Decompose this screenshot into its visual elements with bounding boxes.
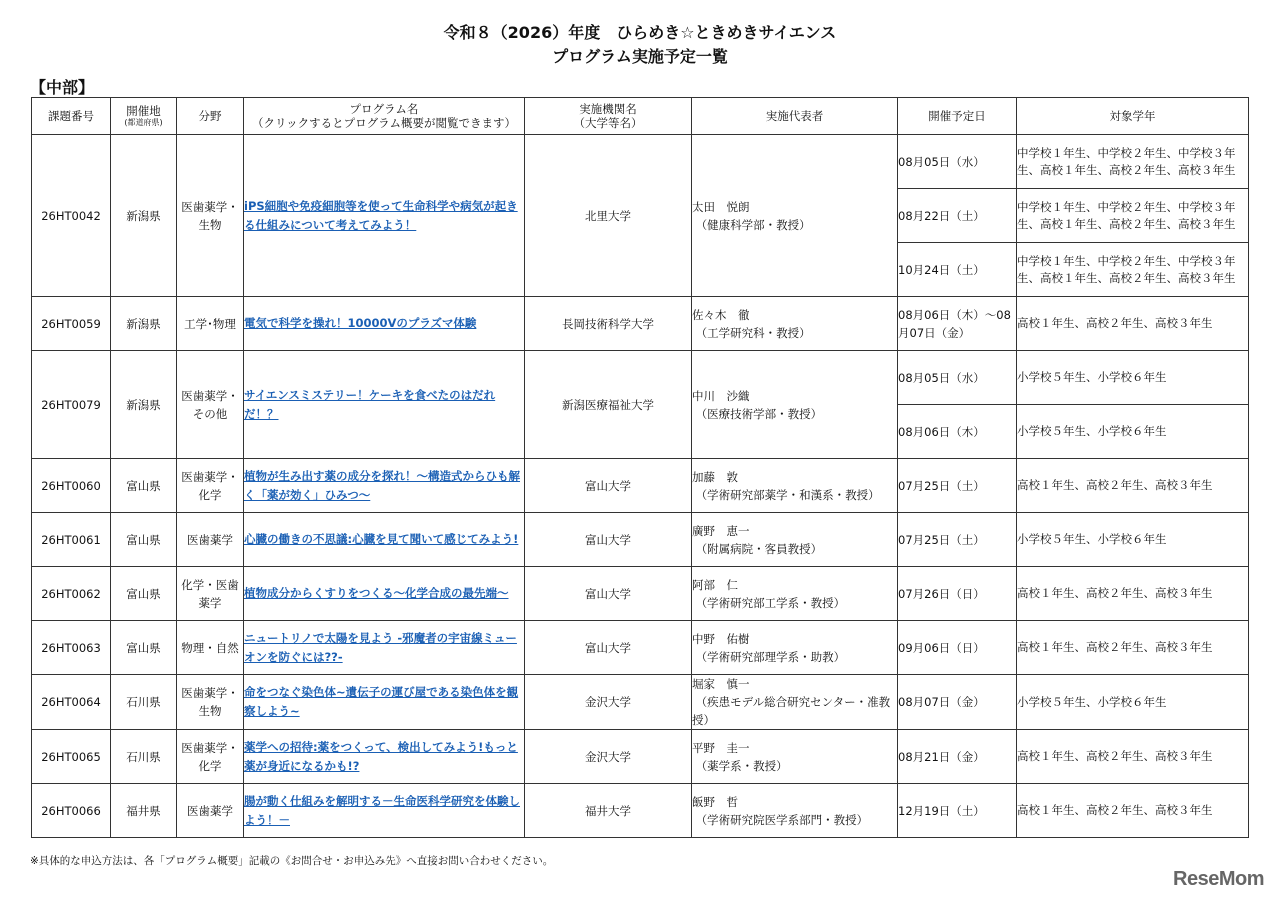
cell-program: [244, 675, 525, 730]
cell-inst: 新潟医療福祉大学: [525, 351, 692, 459]
table-row: [32, 784, 1249, 838]
cell-inst: 富山大学: [525, 513, 692, 567]
cell-code: 26HT0064: [32, 675, 111, 730]
cell-pref: 富山県: [111, 567, 177, 621]
header-pref: 開催地 (都道府県): [111, 98, 177, 135]
cell-date: 08月22日（土）: [898, 189, 1017, 243]
header-code: 課題番号: [32, 98, 111, 135]
program-link[interactable]: 腸が動く仕組みを解明する－生命医科学研究を体験しよう！－: [244, 793, 520, 827]
cell-date: 07月26日（日）: [898, 567, 1017, 621]
table-row: [32, 351, 1249, 405]
cell-program: [244, 351, 525, 459]
header-field: 分野: [177, 98, 244, 135]
program-link[interactable]: iPS細胞や免疫細胞等を使って生命科学や病気が起きる仕組みについて考えてみよう！: [244, 198, 518, 232]
header-grade: 対象学年: [1017, 98, 1249, 135]
table-row: [32, 730, 1249, 784]
cell-inst: 福井大学: [525, 784, 692, 838]
cell-date: 07月25日（土）: [898, 459, 1017, 513]
cell-date: 08月05日（水）: [898, 351, 1017, 405]
header-date: 開催予定日: [898, 98, 1017, 135]
header-program: プログラム名 （クリックするとプログラム概要が閲覧できます）: [244, 98, 525, 135]
cell-code: 26HT0065: [32, 730, 111, 784]
cell-grade: 高校１年生、高校２年生、高校３年生: [1017, 567, 1249, 621]
document-title: 令和８（2026）年度 ひらめき☆ときめきサイエンス: [443, 23, 837, 42]
cell-program: [244, 730, 525, 784]
cell-date: 08月06日（木）～08月07日（金）: [898, 297, 1017, 351]
cell-rep: 阿部 仁 （学術研究部工学系・教授）: [692, 567, 898, 621]
table-row: [32, 621, 1249, 675]
cell-program: [244, 513, 525, 567]
cell-grade: 高校１年生、高校２年生、高校３年生: [1017, 730, 1249, 784]
cell-program: [244, 459, 525, 513]
cell-rep: 中川 沙織 （医療技術学部・教授）: [692, 351, 898, 459]
cell-inst: 富山大学: [525, 567, 692, 621]
cell-inst: 富山大学: [525, 459, 692, 513]
cell-grade: 中学校１年生、中学校２年生、中学校３年生、高校１年生、高校２年生、高校３年生: [1017, 189, 1249, 243]
cell-code: 26HT0066: [32, 784, 111, 838]
cell-pref: 富山県: [111, 513, 177, 567]
program-link[interactable]: サイエンスミステリー！ケーキを食べたのはだれだ！？: [244, 387, 496, 421]
cell-pref: 石川県: [111, 730, 177, 784]
cell-rep: 飯野 哲 （学術研究院医学系部門・教授）: [692, 784, 898, 838]
program-link[interactable]: 電気で科学を操れ！10000Vのプラズマ体験: [244, 316, 477, 330]
program-link[interactable]: 心臓の働きの不思議:心臓を見て聞いて感じてみよう!: [244, 532, 519, 546]
cell-field: 医歯薬学: [177, 784, 244, 838]
program-table: [31, 97, 1249, 838]
cell-program: [244, 297, 525, 351]
program-link[interactable]: 植物成分からくすりをつくる～化学合成の最先端～: [244, 586, 509, 600]
header-rep: 実施代表者: [692, 98, 898, 135]
cell-date: 07月25日（土）: [898, 513, 1017, 567]
table-row: [32, 675, 1249, 730]
cell-grade: 中学校１年生、中学校２年生、中学校３年生、高校１年生、高校２年生、高校３年生: [1017, 135, 1249, 189]
table-row: [32, 297, 1249, 351]
cell-date: 08月21日（金）: [898, 730, 1017, 784]
region-label: 【中部】: [30, 78, 95, 97]
cell-rep: 堀家 慎一 （疾患モデル総合研究センター・准教授）: [692, 675, 898, 730]
program-link[interactable]: 植物が生み出す薬の成分を探れ！～構造式からひも解く「薬が効く」ひみつ～: [244, 468, 520, 502]
cell-pref: 新潟県: [111, 135, 177, 297]
cell-program: [244, 135, 525, 297]
cell-code: 26HT0079: [32, 351, 111, 459]
cell-field: 医歯薬学・ 化学: [177, 459, 244, 513]
cell-date: 09月06日（日）: [898, 621, 1017, 675]
resemom-logo: ReseMom: [1173, 868, 1264, 890]
cell-rep: 中野 佑樹 （学術研究部理学系・助教）: [692, 621, 898, 675]
cell-rep: 太田 悦朗 （健康科学部・教授）: [692, 135, 898, 297]
cell-program: [244, 784, 525, 838]
cell-inst: 長岡技術科学大学: [525, 297, 692, 351]
cell-grade: 高校１年生、高校２年生、高校３年生: [1017, 784, 1249, 838]
cell-pref: 新潟県: [111, 297, 177, 351]
cell-field: 医歯薬学: [177, 513, 244, 567]
cell-inst: 金沢大学: [525, 730, 692, 784]
cell-field: 工学･物理: [177, 297, 244, 351]
cell-inst: 金沢大学: [525, 675, 692, 730]
cell-grade: 高校１年生、高校２年生、高校３年生: [1017, 459, 1249, 513]
cell-date: 08月06日（木）: [898, 405, 1017, 459]
cell-date: 08月07日（金）: [898, 675, 1017, 730]
document-subtitle: プログラム実施予定一覧: [552, 47, 728, 66]
cell-rep: 平野 圭一 （薬学系・教授）: [692, 730, 898, 784]
cell-inst: 北里大学: [525, 135, 692, 297]
cell-field: 医歯薬学・ 化学: [177, 730, 244, 784]
table-row: [32, 567, 1249, 621]
cell-pref: 福井県: [111, 784, 177, 838]
cell-pref: 石川県: [111, 675, 177, 730]
table-row: [32, 513, 1249, 567]
cell-field: 物理・自然: [177, 621, 244, 675]
cell-rep: 加藤 敦 （学術研究部薬学・和漢系・教授）: [692, 459, 898, 513]
cell-grade: 小学校５年生、小学校６年生: [1017, 675, 1249, 730]
cell-code: 26HT0042: [32, 135, 111, 297]
cell-field: 化学・医歯 薬学: [177, 567, 244, 621]
cell-date: 12月19日（土）: [898, 784, 1017, 838]
program-link[interactable]: 薬学への招待:薬をつくって、検出してみよう!もっと薬が身近になるかも!?: [244, 739, 518, 773]
cell-pref: 富山県: [111, 459, 177, 513]
cell-date: 10月24日（土）: [898, 243, 1017, 297]
cell-grade: 高校１年生、高校２年生、高校３年生: [1017, 621, 1249, 675]
cell-grade: 小学校５年生、小学校６年生: [1017, 351, 1249, 405]
cell-pref: 富山県: [111, 621, 177, 675]
cell-grade: 小学校５年生、小学校６年生: [1017, 513, 1249, 567]
table-row: [32, 135, 1249, 189]
cell-rep: 廣野 恵一 （附属病院・客員教授）: [692, 513, 898, 567]
cell-field: 医歯薬学・ その他: [177, 351, 244, 459]
cell-field: 医歯薬学・ 生物: [177, 675, 244, 730]
cell-grade: 中学校１年生、中学校２年生、中学校３年生、高校１年生、高校２年生、高校３年生: [1017, 243, 1249, 297]
cell-code: 26HT0062: [32, 567, 111, 621]
cell-code: 26HT0063: [32, 621, 111, 675]
cell-field: 医歯薬学・ 生物: [177, 135, 244, 297]
table-row: [32, 459, 1249, 513]
cell-inst: 富山大学: [525, 621, 692, 675]
program-link[interactable]: ニュートリノで太陽を見よう -邪魔者の宇宙線ミューオンを防ぐには??-: [244, 630, 517, 664]
header-row: [32, 98, 1249, 135]
cell-program: [244, 621, 525, 675]
header-inst: 実施機関名 （大学等名）: [525, 98, 692, 135]
program-link[interactable]: 命をつなぐ染色体~遺伝子の運び屋である染色体を観察しよう~: [244, 685, 519, 718]
cell-program: [244, 567, 525, 621]
cell-rep: 佐々木 徹 （工学研究科・教授）: [692, 297, 898, 351]
footnote: ※具体的な申込方法は、各「プログラム概要」記載の《お問合せ・お申込み先》へ直接お問い合わせください。: [30, 855, 554, 867]
cell-code: 26HT0059: [32, 297, 111, 351]
cell-grade: 小学校５年生、小学校６年生: [1017, 405, 1249, 459]
cell-pref: 新潟県: [111, 351, 177, 459]
cell-code: 26HT0061: [32, 513, 111, 567]
cell-date: 08月05日（水）: [898, 135, 1017, 189]
cell-code: 26HT0060: [32, 459, 111, 513]
cell-grade: 高校１年生、高校２年生、高校３年生: [1017, 297, 1249, 351]
